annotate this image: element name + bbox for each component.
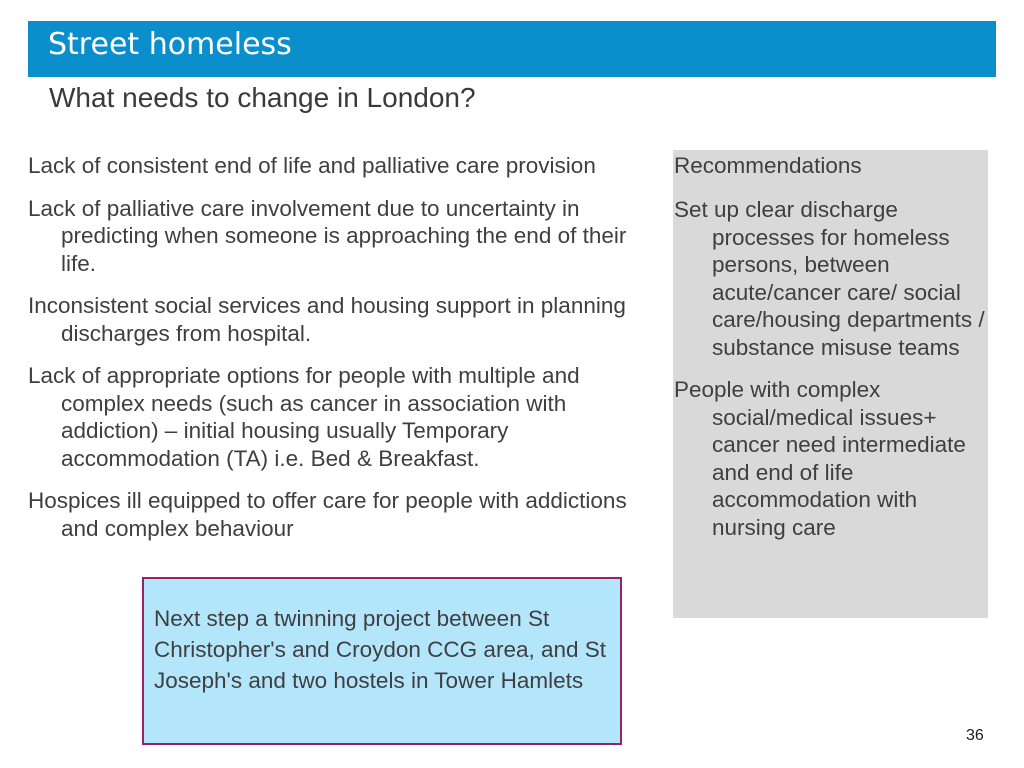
slide-subtitle: What needs to change in London? — [49, 82, 476, 113]
issues-list — [28, 152, 648, 557]
issue-item: Lack of consistent end of life and palliative care provision — [28, 153, 596, 178]
recommendations-heading: Recommendations — [674, 153, 862, 178]
next-step-text: Next step a twinning project between St Christopher's and Croydon CCG area, and St Joseph's and two hostels in Tower Hamlets — [154, 606, 607, 693]
title-bar — [28, 21, 996, 77]
issue-item: Lack of appropriate options for people with multiple and complex needs (such as cancer in association with addiction) – initial housing usually Temporary accommodation (TA) i.e. Bed & Breakfast. — [28, 363, 580, 471]
issue-item: Lack of palliative care involvement due to uncertainty in predicting when someone is approaching the end of their life. — [28, 195, 627, 276]
recommendation-item: Set up clear discharge processes for homeless persons, between acute/cancer care/ social care/housing departments / substance misuse teams — [674, 197, 985, 360]
slide-title: Street homeless — [48, 27, 292, 62]
recommendations-list — [674, 196, 986, 556]
issue-item: Hospices ill equipped to offer care for people with addictions and complex behaviour — [28, 488, 627, 541]
next-step-callout — [142, 577, 622, 745]
recommendations-box — [673, 150, 988, 618]
page-number: 36 — [966, 727, 984, 744]
recommendation-item: People with complex social/medical issues+ cancer need intermediate and end of life accommodation with nursing care — [674, 377, 966, 540]
issue-item: Inconsistent social services and housing support in planning discharges from hospital. — [28, 293, 626, 346]
